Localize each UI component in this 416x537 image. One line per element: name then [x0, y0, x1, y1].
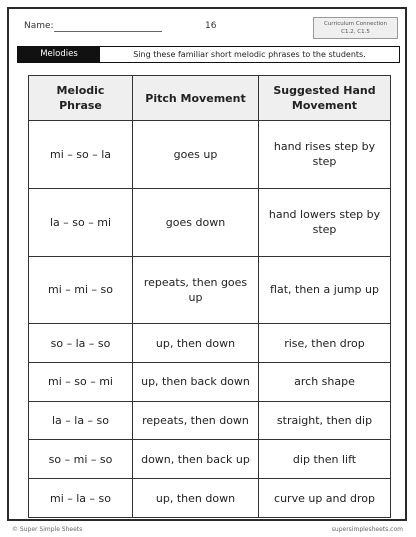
curriculum-connection-box	[313, 17, 398, 39]
table-row	[29, 440, 391, 479]
hand-movement-cell: hand rises step by step	[259, 121, 391, 189]
worksheet-header	[9, 9, 405, 47]
worksheet	[7, 7, 407, 521]
table-row	[29, 363, 391, 402]
pitch-movement-cell: down, then back up	[133, 440, 259, 479]
pitch-movement-cell: goes down	[133, 188, 259, 256]
melodic-phrase-cell: mi – so – mi	[29, 363, 133, 402]
section-banner	[17, 46, 400, 63]
table-row	[29, 256, 391, 324]
melodic-phrase-cell: la – so – mi	[29, 188, 133, 256]
melodic-phrase-cell: la – la – so	[29, 401, 133, 440]
pitch-movement-cell: up, then down	[133, 479, 259, 518]
column-header-pitch-movement: Pitch Movement	[133, 76, 259, 121]
hand-movement-cell: flat, then a jump up	[259, 256, 391, 324]
column-header-melodic-phrase: Melodic Phrase	[29, 76, 133, 121]
pitch-movement-cell: up, then down	[133, 324, 259, 363]
table-row	[29, 324, 391, 363]
pitch-movement-cell: repeats, then down	[133, 401, 259, 440]
curriculum-codes: C1.2, C1.5	[341, 29, 370, 35]
hand-movement-cell: hand lowers step by step	[259, 188, 391, 256]
table-header-row	[29, 76, 391, 121]
hand-movement-cell: arch shape	[259, 363, 391, 402]
footer-copyright: © Super Simple Sheets	[12, 526, 83, 533]
melodic-phrase-cell: mi – so – la	[29, 121, 133, 189]
name-field-line[interactable]	[54, 31, 162, 32]
footer-website[interactable]: supersimplesheets.com	[331, 526, 403, 533]
hand-movement-cell: dip then lift	[259, 440, 391, 479]
melodic-phrases-table	[28, 75, 391, 518]
section-label: Melodies	[18, 47, 100, 62]
table-row	[29, 401, 391, 440]
melodic-phrase-cell: so – mi – so	[29, 440, 133, 479]
pitch-movement-cell: up, then back down	[133, 363, 259, 402]
table-row	[29, 121, 391, 189]
pitch-movement-cell: repeats, then goes up	[133, 256, 259, 324]
melodic-phrase-cell: mi – la – so	[29, 479, 133, 518]
pitch-movement-cell: goes up	[133, 121, 259, 189]
name-label: Name:	[24, 21, 54, 31]
hand-movement-cell: rise, then drop	[259, 324, 391, 363]
melodic-phrase-cell: so – la – so	[29, 324, 133, 363]
table-row	[29, 479, 391, 518]
table-row	[29, 188, 391, 256]
hand-movement-cell: curve up and drop	[259, 479, 391, 518]
column-header-hand-movement: Suggested Hand Movement	[259, 76, 391, 121]
hand-movement-cell: straight, then dip	[259, 401, 391, 440]
page-number: 16	[205, 21, 217, 31]
section-instruction: Sing these familiar short melodic phrases to the students.	[133, 50, 366, 59]
melodic-phrase-cell: mi – mi – so	[29, 256, 133, 324]
curriculum-title: Curriculum Connection	[323, 21, 388, 27]
